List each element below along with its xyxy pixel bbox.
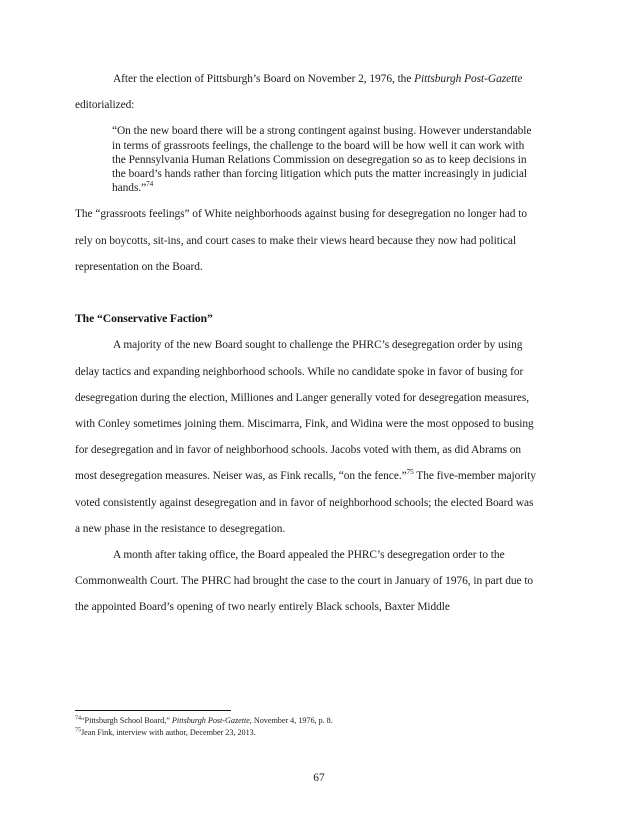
paragraph-commonwealth-court: A month after taking office, the Board appealed the PHRC’s desegregation order to the Commonwealth Court. The PHRC had brought the case to the court in January of 1976, in part due to the appointed Board’s opening of two nearly entirely Black schools, Baxter Middle <box>75 549 534 614</box>
footnote-75-text-1: Jean Fink, interview with author, December 23, 2013. <box>80 727 256 737</box>
publication-title-italic: Pittsburgh Post-Gazette <box>414 73 523 85</box>
footnote-number-75: 75 <box>75 726 81 733</box>
paragraph-majority-text-2: The five-member majority voted consistently against desegregation and in favor of neighborhood schools; the elected Board was a new phase in the resistance to desegregation. <box>75 470 536 535</box>
block-quote-text <box>112 124 538 195</box>
paragraph-majority-board <box>75 332 538 542</box>
paragraph-intro-text-2: editorialized: <box>75 99 135 112</box>
paragraph-grassroots: The “grassroots feelings” of White neighborhoods against busing for desegregation no longer had to rely on boycotts, sit-ins, and court cases to make their views heard because they now had political representation on the Board. <box>75 208 527 273</box>
paragraph-intro-text-1: After the election of Pittsburgh’s Board on November 2, 1976, the <box>113 73 415 85</box>
footnote-74-italic: Pittsburgh Post-Gazette <box>171 716 250 725</box>
page-number: 67 <box>313 772 325 784</box>
vertical-spacer <box>75 280 538 306</box>
footnote-74-text-1: “Pittsburgh School Board,” <box>80 716 172 725</box>
footnote-74 <box>75 715 545 727</box>
footnote-marker-75: 75 <box>406 468 414 477</box>
footnote-74-text-2: , November 4, 1976, p. 8. <box>249 716 333 725</box>
footnote-separator-rule <box>75 710 231 711</box>
block-quote <box>75 124 538 195</box>
block-quote-body: “On the new board there will be a strong contingent against busing. However understandable in terms of grassroots feelings, the challenge to the board will be how well it can work with the Pennsylvania Human Relations Commission on desegregation so as to keep decisions in the board’s hands rather than forcing litigation which puts the matter increasingly in judicial hands.” <box>112 125 532 195</box>
section-heading-conservative-faction: The “Conservative Faction” <box>75 312 213 326</box>
footnote-marker-74: 74 <box>146 180 154 189</box>
paragraph-intro <box>75 66 538 118</box>
footnote-75 <box>75 727 545 739</box>
footnote-number-74: 74 <box>75 715 81 722</box>
paragraph-majority-text-1: A majority of the new Board sought to challenge the PHRC’s desegregation order by using delay tactics and expanding neighborhood schools. While no candidate spoke in favor of busing for desegregation during the election, Milliones and Langer generally voted for desegregation measures, with Conley sometimes joining them. Miscimarra, Fink, and Widina were the most opposed to busing for desegregation and in favor of neighborhood schools. Jacobs voted with them, as did Abrams on most desegregation measures. Neiser was, as Fink recalls, “on the fence.” <box>75 339 534 483</box>
document-body <box>75 66 538 621</box>
footnote-area <box>75 710 545 738</box>
